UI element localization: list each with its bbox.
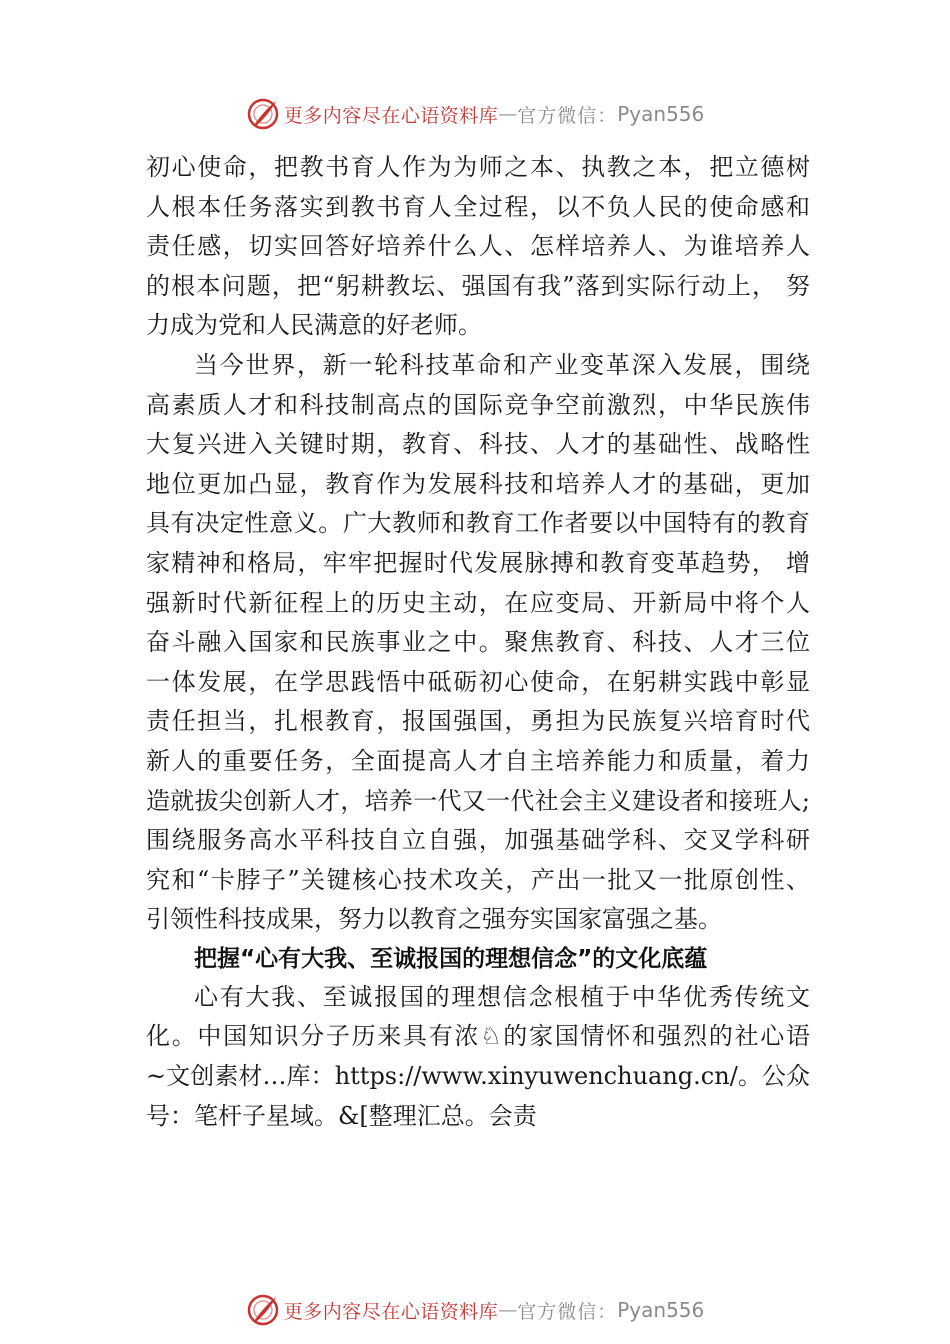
text-line: 责任担当，扎根教育，报国强国，勇担为民族复兴培育时代	[146, 707, 810, 736]
banner-brand-text: 更多内容尽在心语资料库	[283, 104, 499, 127]
banner-wechat-label: 官方微信：	[517, 1300, 618, 1323]
text-line: 大复兴进入关键时期，教育、科技、人才的基础性、战略性	[146, 430, 810, 459]
text-line: 究和“卡脖子”关键核心技术攻关，产出一批又一批原创性、	[146, 865, 810, 894]
text-line: 造就拔尖创新人才，培养一代又一代社会主义建设者和接班人;	[146, 786, 810, 815]
text-line: 人根本任务落实到教书育人全过程，以不负人民的使命感和	[146, 192, 810, 221]
footer-banner	[0, 1290, 950, 1330]
text-line: 具有决定性意义。广大教师和教育工作者要以中国特有的教育	[146, 509, 810, 538]
section-heading: 把握“心有大我、至诚报国的理想信念”的文化底蕴	[194, 945, 708, 972]
text-line: 高素质人才和科技制高点的国际竞争空前激烈，中华民族伟	[146, 390, 810, 419]
text-line: 心有大我、至诚报国的理想信念根植于中华优秀传统文	[194, 982, 810, 1011]
text-line: 的根本问题，把“躬耕教坛、强国有我”落到实际行动上， 努	[146, 271, 810, 300]
banner-wechat-id: Pyan556	[617, 1298, 705, 1322]
banner-brand-text: 更多内容尽在心语资料库	[283, 1300, 499, 1323]
document-body	[146, 148, 810, 1136]
text-line: 当今世界，新一轮科技革命和产业变革深入发展，围绕	[194, 350, 810, 379]
text-line: 责任感，切实回答好培养什么人、怎样培养人、为谁培养人	[146, 232, 810, 261]
text-line: 号：笔杆子星域。&[整理汇总。会责	[146, 1101, 537, 1130]
text-line: 初心使命，把教书育人作为为师之本、执教之本，把立德树	[146, 153, 810, 181]
banner-wechat-id: Pyan556	[617, 102, 705, 126]
text-line: 奋斗融入国家和民族事业之中。聚焦教育、科技、人才三位	[146, 628, 810, 657]
text-line: 力成为党和人民满意的好老师。	[146, 311, 482, 340]
banner-wechat-label: 官方微信：	[517, 104, 618, 127]
text-line: 围绕服务高水平科技自立自强，加强基础学科、交叉学科研	[146, 826, 810, 855]
text-line: 引领性科技成果，努力以教育之强夯实国家富强之基。	[146, 905, 722, 934]
banner-dash: —	[498, 103, 518, 125]
header-banner	[0, 94, 950, 134]
text-line: ~文创素材…库：https://www.xinyuwenchuang.cn/。公众	[146, 1062, 810, 1091]
text-line: 化。中国知识分子历来具有浓♘的家国情怀和强烈的社心语	[146, 1022, 810, 1051]
quill-logo-icon	[246, 1293, 280, 1327]
text-line: 新人的重要任务，全面提高人才自主培养能力和质量，着力	[146, 746, 810, 775]
text-line: 强新时代新征程上的历史主动，在应变局、开新局中将个人	[146, 588, 810, 617]
text-line: 地位更加凸显，教育作为发展科技和培养人才的基础，更加	[146, 469, 810, 498]
banner-dash: —	[498, 1299, 518, 1321]
text-line: 一体发展，在学思践悟中砥砺初心使命，在躬耕实践中彰显	[146, 667, 810, 696]
text-line: 家精神和格局，牢牢把握时代发展脉搏和教育变革趋势， 增	[146, 548, 810, 577]
quill-logo-icon	[246, 97, 280, 131]
